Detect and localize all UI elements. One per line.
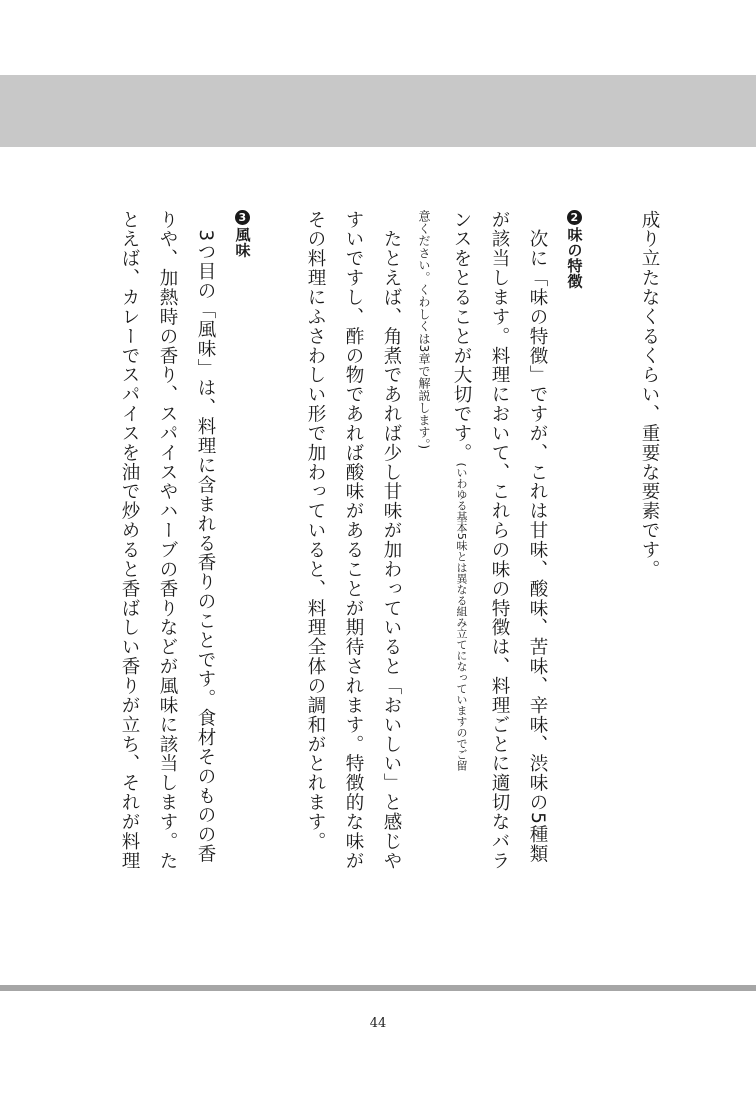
section-heading-flavor: [235, 210, 251, 258]
vertical-text-body: [110, 210, 670, 910]
section-heading-label: 風味: [233, 227, 252, 258]
body-column: 次に「味の特徴」ですが、これは甘味、酸味、苦味、辛味、渋味の5種類: [527, 210, 548, 864]
inline-note: (いわゆる基本5味とは異なる組み立てになっていますのでご留: [455, 462, 468, 771]
body-column: その料理にふさわしい形で加わっていると、料理全体の調和がとれます。: [305, 210, 326, 852]
body-text: ンスをとることが大切です。: [451, 210, 472, 463]
footer-rule: [0, 985, 756, 991]
header-band: [0, 75, 756, 147]
body-column: とえば、カレーでスパイスを油で炒めると香ばしい香りが立ち、それが料理: [119, 210, 140, 871]
section-number-badge: 2: [567, 210, 582, 225]
page-number: 44: [369, 1016, 387, 1031]
body-column: 3つ目の「風味」は、料理に含まれる香りのことです。食材そのものの香: [195, 210, 216, 864]
body-column: すいですし、酢の物であれば酸味があることが期待されます。特徴的な味が: [343, 210, 364, 871]
section-heading-taste: [567, 210, 583, 289]
body-column: [452, 210, 471, 771]
body-column: 成り立たなくるくらい、重要な要素です。: [639, 210, 660, 580]
note-column: 意ください。くわしくは3章で解説します。): [417, 210, 431, 450]
section-heading-label: 味の特徴: [565, 227, 584, 289]
body-column: たとえば、角煮であれば少し甘味が加わっていると「おいしい」と感じや: [381, 210, 402, 871]
body-column: が該当します。料理において、これらの味の特徴は、料理ごとに適切なバラ: [489, 210, 510, 871]
section-number-badge: 3: [235, 210, 250, 225]
body-column: りや、加熱時の香り、スパイスやハーブの香りなどが風味に該当します。た: [157, 210, 178, 871]
